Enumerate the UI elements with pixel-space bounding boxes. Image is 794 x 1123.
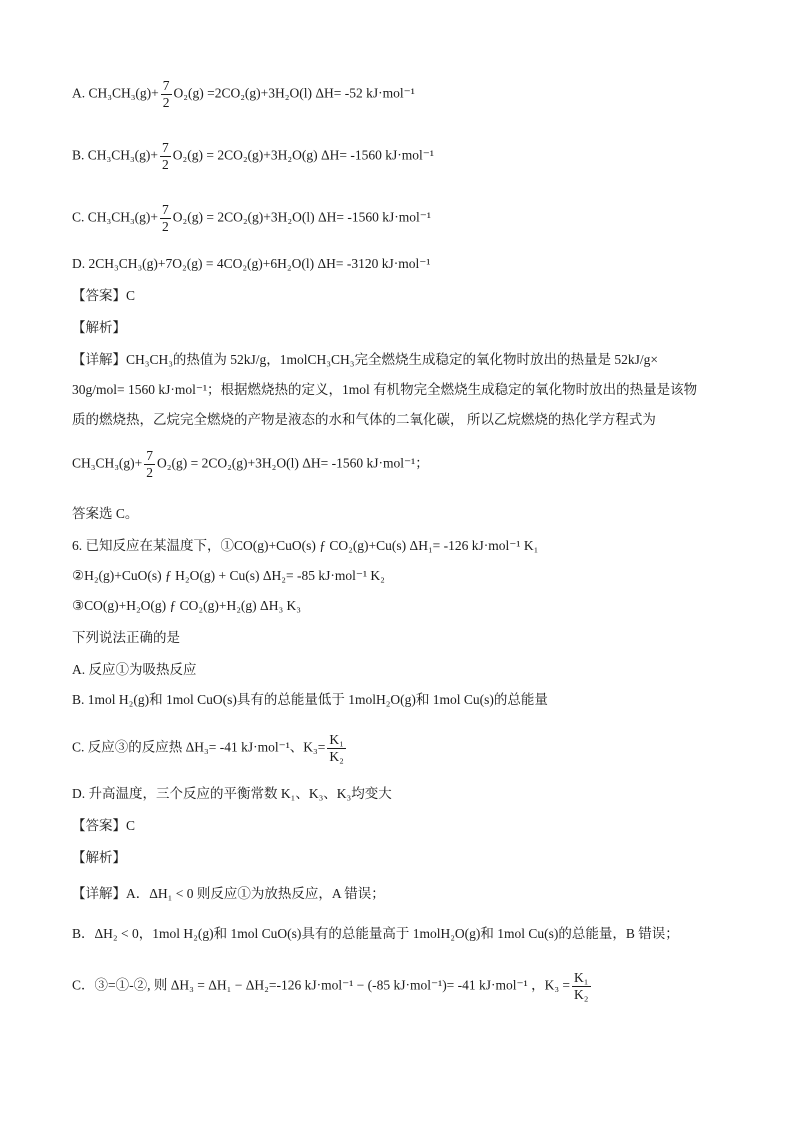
q6-detail-c — [72, 970, 593, 1003]
q6-stem-line-2: ②H₂(g)+CuO(s) ƒ H₂O(g) + Cu(s) ΔH₂= -85 kJ·mol⁻¹ K₂ — [72, 568, 385, 583]
equation-right: O₂(g) = 2CO₂(g)+3H₂O(l) ΔH= -1560 kJ·mol⁻¹； — [157, 455, 429, 471]
q6-option-a: A. 反应①为吸热反应 — [72, 662, 197, 677]
detail-line-1: 【详解】CH₃CH₃的热值为 52kJ/g，1molCH₃CH₃完全燃烧生成稳定的氧化物时放出的热量是 52kJ/g× — [72, 352, 658, 367]
fraction-denominator: 2 — [162, 157, 169, 172]
q6-detail-a: 【详解】A．ΔH₁ < 0 则反应①为放热反应，A 错误； — [72, 886, 385, 901]
option-a-left: A. CH₃CH₃(g)+ — [72, 85, 159, 101]
fraction-7-2 — [160, 202, 171, 235]
fraction-denominator: 2 — [146, 465, 154, 480]
option-b — [72, 140, 434, 173]
option-a — [72, 78, 415, 111]
option-d: D. 2CH₃CH₃(g)+7O₂(g) = 4CO₂(g)+6H₂O(l) ΔH= -3120 kJ·mol⁻¹ — [72, 256, 431, 271]
fraction-k1-k2 — [327, 732, 345, 765]
fraction-numerator: K₁ — [574, 970, 589, 985]
option-c-left: C. CH₃CH₃(g)+ — [72, 209, 159, 225]
detail-equation — [72, 448, 429, 481]
q6-option-c-left: C. 反应③的反应热 ΔH₃= -41 kJ·mol⁻¹、K₃= — [72, 739, 326, 755]
fraction-k1-k2 — [572, 970, 590, 1003]
fraction-7-2 — [160, 140, 171, 173]
fraction-numerator: 7 — [162, 140, 169, 155]
answer-label: 【答案】C — [72, 288, 136, 303]
fraction-numerator: 7 — [162, 78, 170, 93]
fraction-numerator: 7 — [162, 202, 169, 217]
option-a-right: O₂(g) =2CO₂(g)+3H₂O(l) ΔH= -52 kJ·mol⁻¹ — [173, 85, 415, 101]
conclusion-line: 答案选 C。 — [72, 506, 139, 521]
option-c — [72, 202, 431, 235]
option-c-right: O₂(g) = 2CO₂(g)+3H₂O(l) ΔH= -1560 kJ·mol⁻¹ — [172, 209, 431, 225]
detail-line-2: 30g/mol= 1560 kJ·mol⁻¹；根据燃烧热的定义，1mol 有机物完全燃烧生成稳定的氧化物时放出的热量是该物 — [72, 382, 698, 397]
option-b-left: B. CH₃CH₃(g)+ — [72, 147, 159, 163]
fraction-numerator: K₁ — [329, 732, 344, 747]
fraction-denominator: K₂ — [329, 749, 344, 764]
q6-analysis-label: 【解析】 — [72, 850, 126, 865]
q6-option-c — [72, 732, 348, 765]
fraction-numerator: 7 — [146, 448, 154, 463]
q6-detail-c-left: C．③=①-②, 则 ΔH₃ = ΔH₁ − ΔH₂=-126 kJ·mol⁻¹ − (-85 kJ·mol⁻¹)= -41 kJ·mol⁻¹ ，K₃ = — [72, 977, 571, 993]
q6-option-b: B. 1mol H₂(g)和 1mol CuO(s)具有的总能量低于 1molH₂O(g)和 1mol Cu(s)的总能量 — [72, 692, 548, 707]
q6-detail-b: B．ΔH₂ < 0，1mol H₂(g)和 1mol CuO(s)具有的总能量高于 1molH₂O(g)和 1mol Cu(s)的总能量，B 错误； — [72, 926, 679, 941]
q6-stem-line-1: 6. 已知反应在某温度下，①CO(g)+CuO(s) ƒ CO₂(g)+Cu(s) ΔH₁= -126 kJ·mol⁻¹ K₁ — [72, 538, 539, 553]
q6-answer-label: 【答案】C — [72, 818, 136, 833]
fraction-7-2 — [144, 448, 155, 481]
fraction-7-2 — [161, 78, 172, 111]
q6-stem-line-3: ③CO(g)+H₂O(g) ƒ CO₂(g)+H₂(g) ΔH₃ K₃ — [72, 598, 302, 613]
fraction-denominator: K₂ — [574, 987, 589, 1002]
q6-option-d: D. 升高温度，三个反应的平衡常数 K₁、K₃、K₃均变大 — [72, 786, 392, 801]
q6-question: 下列说法正确的是 — [72, 630, 180, 645]
detail-line-3: 质的燃烧热，乙烷完全燃烧的产物是液态的水和气体的二氧化碳， 所以乙烷燃烧的热化学方程式为 — [72, 412, 656, 427]
fraction-denominator: 2 — [162, 95, 170, 110]
option-b-right: O₂(g) = 2CO₂(g)+3H₂O(g) ΔH= -1560 kJ·mol⁻¹ — [172, 147, 434, 163]
equation-left: CH₃CH₃(g)+ — [72, 455, 143, 471]
fraction-denominator: 2 — [162, 219, 169, 234]
analysis-label: 【解析】 — [72, 320, 126, 335]
